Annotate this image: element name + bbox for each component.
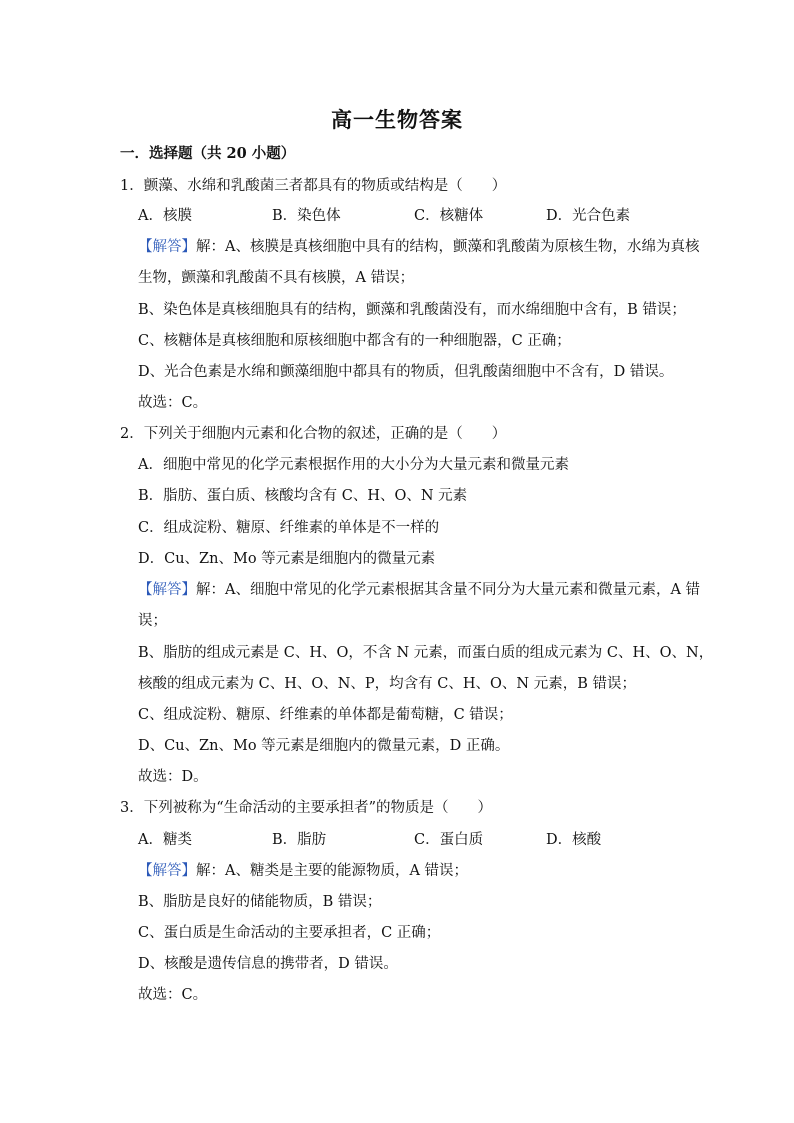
question-3-answer-choice: 故选：C。 [138,987,208,1003]
question-1-option-c: C．核糖体 [414,208,484,224]
question-1-answer-line-2: 生物，颤藻和乳酸菌不具有核膜，A 错误； [138,270,415,286]
question-3-answer-line-2: B、脂肪是良好的储能物质，B 错误； [138,894,382,910]
question-1-answer-line-1 [138,237,699,257]
question-1-stem: 1．颤藻、水绵和乳酸菌三者都具有的物质或结构是（ ） [120,178,507,194]
question-1-answer-line-4: C、核糖体是真核细胞和原核细胞中都含有的一种细胞器，C 正确； [138,333,571,349]
answer-text: 解：A、糖类是主要的能源物质，A 错误； [196,863,469,879]
question-1-answer-line-5: D、光合色素是水绵和颤藻细胞中都具有的物质，但乳酸菌细胞中不含有，D 错误。 [138,364,674,380]
question-2-answer-choice: 故选：D。 [138,769,208,785]
question-1-option-d: D．光合色素 [546,208,631,224]
question-3-answer-line-4: D、核酸是遗传信息的携带者，D 错误。 [138,956,398,972]
question-2-answer-line-4: 核酸的组成元素为 C、H、O、N、P，均含有 C、H、O、N 元素，B 错误； [138,676,636,692]
answer-text: 解：A、细胞中常见的化学元素根据其含量不同分为大量元素和微量元素，A 错 [196,582,701,598]
page-title: 高一生物答案 [331,107,463,132]
answer-text: 解：A、核膜是真核细胞中具有的结构，颤藻和乳酸菌为原核生物，水绵为真核 [196,239,700,255]
question-2-answer-line-6: D、Cu、Zn、Mo 等元素是细胞内的微量元素，D 正确。 [138,738,510,754]
question-3-option-a: A．糖类 [138,832,192,848]
question-2-option-c: C．组成淀粉、糖原、纤维素的单体是不一样的 [138,520,440,536]
question-3-option-d: D．核酸 [546,832,602,848]
answer-tag: 【解答】 [138,863,196,879]
question-1-answer-choice: 故选：C。 [138,395,208,411]
question-2-stem: 2．下列关于细胞内元素和化合物的叙述，正确的是（ ） [120,426,507,442]
question-2-answer-line-3: B、脂肪的组成元素是 C、H、O，不含 N 元素，而蛋白质的组成元素为 C、H、O、N， [138,645,714,661]
question-3-option-b: B．脂肪 [272,832,327,848]
question-2-option-b: B．脂肪、蛋白质、核酸均含有 C、H、O、N 元素 [138,488,468,504]
question-2-answer-line-2: 误； [138,613,167,629]
question-1-option-b: B．染色体 [272,208,341,224]
question-2-option-d: D．Cu、Zn、Mo 等元素是细胞内的微量元素 [138,551,436,567]
question-2-answer-line-5: C、组成淀粉、糖原、纤维素的单体都是葡萄糖，C 错误； [138,707,513,723]
question-3-stem: 3．下列被称为“生命活动的主要承担者”的物质是（ ） [120,800,493,816]
answer-tag: 【解答】 [138,582,196,598]
question-1-option-a: A．核膜 [138,208,192,224]
question-2-option-a: A．细胞中常见的化学元素根据作用的大小分为大量元素和微量元素 [138,457,569,473]
answer-tag: 【解答】 [138,239,196,255]
question-2-answer-line-1 [138,580,700,600]
section-heading: 一．选择题（共 20 小题） [120,145,296,162]
question-3-option-c: C．蛋白质 [414,832,484,848]
question-1-answer-line-3: B、染色体是真核细胞具有的结构，颤藻和乳酸菌没有，而水绵细胞中含有，B 错误； [138,302,686,318]
question-3-answer-line-1 [138,861,468,881]
question-3-answer-line-3: C、蛋白质是生命活动的主要承担者，C 正确； [138,925,441,941]
